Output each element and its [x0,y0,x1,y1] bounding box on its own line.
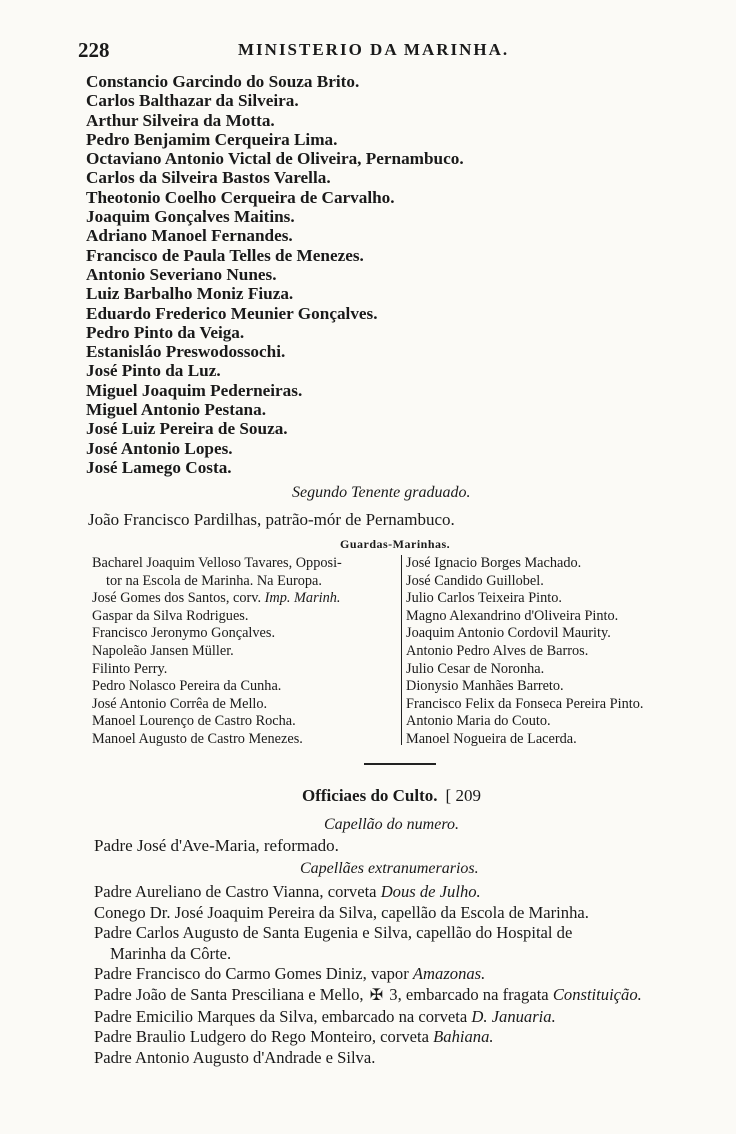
entry-text: 3, embarcado na fragata [385,984,553,1004]
cross-icon: ✠ [369,986,384,1004]
list-item: Eduardo Frederico Meunier Gonçalves. [86,303,378,323]
list-item: Miguel Joaquim Pederneiras. [86,380,303,400]
entry-text: Padre Braulio Ludgero do Rego Monteiro, corveta [94,1027,434,1047]
entry-text: Padre Francisco do Carmo Gomes Diniz, vapor [94,964,413,984]
list-item: Theotonio Coelho Cerqueira de Carvalho. [86,187,395,207]
list-item: Pedro Pinto da Veiga. [86,322,245,342]
list-item: Dionysio Manhães Barreto. [406,678,564,695]
list-item: Francisco Felix da Fonseca Pereira Pinto. [406,695,644,712]
list-item [94,964,726,985]
list-item [94,985,726,1007]
list-item [94,923,726,944]
list-item: Carlos da Silveira Bastos Varella. [86,168,331,188]
page-number: 228 [78,38,110,62]
list-item: Francisco Jeronymo Gonçalves. [92,625,276,642]
entry-text: Padre João de Santa Presciliana e Mello, [94,984,368,1004]
list-item [94,1027,726,1048]
entry-text: Padre Antonio Augusto d'Andrade e Silva. [94,1047,376,1067]
list-item: tor na Escola de Marinha. Na Europa. [106,572,322,589]
list-item: José Pinto da Luz. [86,361,221,381]
entry-text: José Gomes dos Santos, corv. [92,590,265,607]
list-item [94,903,726,924]
list-item: Luiz Barbalho Moniz Fiuza. [86,284,294,304]
capellao-heading: Capellão do numero. [324,816,459,833]
list-item: Miguel Antonio Pestana. [86,400,266,420]
extranumerarios-heading: Capellães extranumerarios. [300,860,479,877]
guardas-marinhas-right-column [406,555,726,749]
list-item: Manoel Lourenço de Castro Rocha. [92,713,296,730]
list-item: Magno Alexandrino d'Oliveira Pinto. [406,607,619,624]
section-title [302,786,481,806]
list-item: Antonio Severiano Nunes. [86,264,277,284]
list-item [94,1048,726,1069]
page-reference: [ 209 [445,786,481,805]
page-header [78,38,638,64]
list-item: Antonio Maria do Couto. [406,713,551,730]
list-item: Bacharel Joaquim Velloso Tavares, Opposi- [92,555,342,571]
list-item: Constancio Garcindo do Souza Brito. [86,72,360,91]
ship-name: Amazonas. [412,964,486,984]
ship-name: Imp. Marinh. [264,590,341,607]
entry-text: Marinha da Côrte. [110,943,232,963]
list-item: Filinto Perry. [92,660,168,677]
guardas-marinhas-heading: Guardas-Marinhas. [340,537,451,551]
list-item: Joaquim Gonçalves Maitins. [86,207,295,227]
section-divider [364,763,436,765]
ship-name: Constituição. [552,984,642,1004]
list-item: José Antonio Lopes. [86,438,233,458]
list-item: Manoel Nogueira de Lacerda. [406,730,577,747]
list-item: Octaviano Antonio Victal de Oliveira, Pernambuco. [86,149,464,169]
ship-name: Bahiana. [433,1027,494,1047]
entry-text: Conego Dr. José Joaquim Pereira da Silva, capellão da Escola de Marinha. [94,902,589,922]
list-item: Julio Cesar de Noronha. [406,660,545,677]
running-head: MINISTERIO DA MARINHA. [238,40,510,59]
ship-name: Dous de Julho. [380,882,481,901]
list-item: José Antonio Corrêa de Mello. [92,695,268,712]
list-item: Joaquim Antonio Cordovil Maurity. [406,625,611,642]
list-item: Pedro Benjamim Cerqueira Lima. [86,129,338,149]
list-item: Manoel Augusto de Castro Menezes. [92,730,303,747]
list-item: José Ignacio Borges Machado. [406,555,582,571]
list-item: José Candido Guillobel. [406,572,544,589]
ship-name: D. Januaria. [471,1006,556,1026]
list-item: Estanisláo Preswodossochi. [86,342,286,362]
list-item: José Lamego Costa. [86,457,232,477]
list-item: Pedro Nolasco Pereira da Cunha. [92,678,282,695]
list-item: Gaspar da Silva Rodrigues. [92,607,249,624]
list-item [92,590,400,608]
capellao-entry: Padre José d'Ave-Maria, reformado. [94,836,339,855]
entry-text: Padre Carlos Augusto de Santa Eugenia e Silva, capellão do Hospital de [94,923,573,943]
list-item: Julio Carlos Teixeira Pinto. [406,590,562,607]
entry-text: Padre Aureliano de Castro Vianna, corveta [94,882,381,901]
list-item: Adriano Manoel Fernandes. [86,226,293,246]
guardas-marinhas-left-column [92,555,400,749]
list-item [94,882,726,903]
segundo-tenente-heading: Segundo Tenente graduado. [292,484,471,501]
chaplains-list [94,882,726,1068]
list-item: Carlos Balthazar da Silveira. [86,91,299,111]
list-item [94,944,726,965]
list-item: Antonio Pedro Alves de Barros. [406,642,589,659]
list-item: Napoleão Jansen Müller. [92,642,234,659]
list-item: Francisco de Paula Telles de Menezes. [86,245,364,265]
entry-text: Padre Emicilio Marques da Silva, embarcado na corveta [94,1006,472,1026]
section-title-text: Officiaes do Culto. [302,786,438,805]
list-item: Arthur Silveira da Motta. [86,110,275,130]
list-item: José Luiz Pereira de Souza. [86,419,288,439]
column-divider [401,555,402,745]
segundo-tenente-entry: João Francisco Pardilhas, patrão-mór de Pernambuco. [88,510,455,529]
names-list [86,72,646,477]
list-item [94,1007,726,1028]
